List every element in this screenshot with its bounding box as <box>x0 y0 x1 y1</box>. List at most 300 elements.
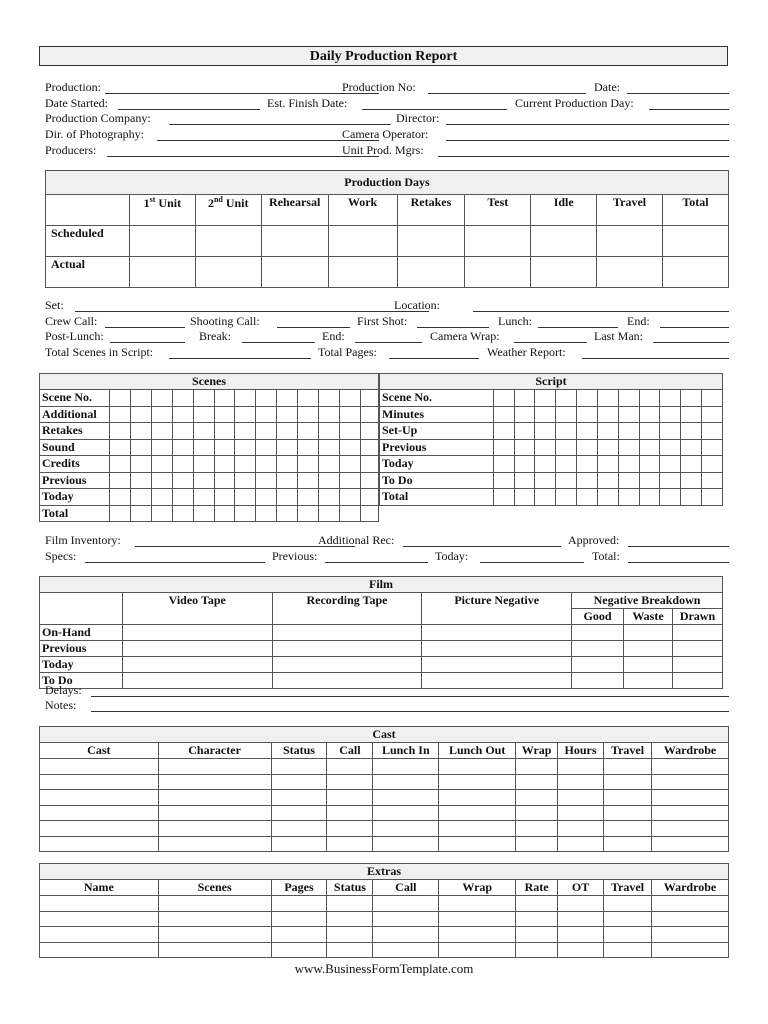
extras-cell[interactable] <box>604 911 652 927</box>
script-cell[interactable] <box>556 456 577 473</box>
production-field[interactable] <box>105 93 379 94</box>
cast-cell[interactable] <box>40 759 159 775</box>
cast-cell[interactable] <box>652 759 729 775</box>
extras-cell[interactable] <box>516 942 558 958</box>
script-cell[interactable] <box>493 439 514 456</box>
cast-cell[interactable] <box>439 790 516 806</box>
extras-cell[interactable] <box>604 927 652 943</box>
unit-prod-mgrs-field[interactable] <box>438 156 729 157</box>
script-cell[interactable] <box>597 472 618 489</box>
cast-cell[interactable] <box>439 774 516 790</box>
scenes-cell[interactable] <box>361 406 379 423</box>
scenes-cell[interactable] <box>214 505 235 522</box>
extras-cell[interactable] <box>158 911 271 927</box>
scenes-cell[interactable] <box>298 439 319 456</box>
script-cell[interactable] <box>514 423 535 440</box>
cast-cell[interactable] <box>558 805 604 821</box>
scenes-cell[interactable] <box>151 472 172 489</box>
extras-cell[interactable] <box>327 896 373 912</box>
scenes-cell[interactable] <box>319 472 340 489</box>
scenes-cell[interactable] <box>277 406 298 423</box>
script-cell[interactable] <box>577 390 598 407</box>
script-cell[interactable] <box>681 390 702 407</box>
scenes-cell[interactable] <box>235 390 256 407</box>
cast-cell[interactable] <box>158 805 271 821</box>
scenes-cell[interactable] <box>340 390 361 407</box>
cast-cell[interactable] <box>158 774 271 790</box>
script-cell[interactable] <box>556 472 577 489</box>
today-field[interactable] <box>480 562 584 563</box>
script-cell[interactable] <box>535 472 556 489</box>
scenes-cell[interactable] <box>235 505 256 522</box>
extras-cell[interactable] <box>651 942 728 958</box>
cast-cell[interactable] <box>516 790 558 806</box>
scenes-cell[interactable] <box>214 456 235 473</box>
extras-cell[interactable] <box>40 911 159 927</box>
set-field[interactable] <box>75 311 429 312</box>
extras-cell[interactable] <box>271 927 327 943</box>
scenes-cell[interactable] <box>235 439 256 456</box>
cast-cell[interactable] <box>40 790 159 806</box>
scenes-cell[interactable] <box>256 489 277 506</box>
script-cell[interactable] <box>535 423 556 440</box>
script-cell[interactable] <box>577 423 598 440</box>
cast-cell[interactable] <box>373 821 439 837</box>
extras-cell[interactable] <box>327 927 373 943</box>
script-cell[interactable] <box>702 406 723 423</box>
scenes-cell[interactable] <box>193 406 214 423</box>
scenes-cell[interactable] <box>214 423 235 440</box>
scenes-cell[interactable] <box>319 390 340 407</box>
extras-cell[interactable] <box>373 942 439 958</box>
cast-cell[interactable] <box>40 805 159 821</box>
scenes-cell[interactable] <box>109 406 130 423</box>
cast-cell[interactable] <box>558 821 604 837</box>
scenes-cell[interactable] <box>235 489 256 506</box>
cast-cell[interactable] <box>558 774 604 790</box>
scenes-cell[interactable] <box>298 472 319 489</box>
script-cell[interactable] <box>681 472 702 489</box>
script-cell[interactable] <box>618 406 639 423</box>
extras-cell[interactable] <box>158 942 271 958</box>
scenes-cell[interactable] <box>256 423 277 440</box>
cast-cell[interactable] <box>604 774 652 790</box>
scenes-cell[interactable] <box>130 472 151 489</box>
scenes-cell[interactable] <box>172 505 193 522</box>
script-cell[interactable] <box>597 390 618 407</box>
extras-cell[interactable] <box>373 927 439 943</box>
cast-cell[interactable] <box>604 790 652 806</box>
production-no-field[interactable] <box>428 93 586 94</box>
extras-cell[interactable] <box>327 942 373 958</box>
scenes-cell[interactable] <box>361 472 379 489</box>
scenes-cell[interactable] <box>130 505 151 522</box>
scenes-cell[interactable] <box>277 472 298 489</box>
scenes-cell[interactable] <box>319 456 340 473</box>
scenes-cell[interactable] <box>235 406 256 423</box>
script-cell[interactable] <box>702 423 723 440</box>
script-cell[interactable] <box>639 423 660 440</box>
script-cell[interactable] <box>577 439 598 456</box>
script-cell[interactable] <box>577 456 598 473</box>
cast-cell[interactable] <box>327 759 373 775</box>
scenes-cell[interactable] <box>130 456 151 473</box>
cast-cell[interactable] <box>327 790 373 806</box>
scenes-cell[interactable] <box>361 489 379 506</box>
scenes-cell[interactable] <box>298 423 319 440</box>
script-cell[interactable] <box>660 390 681 407</box>
scenes-cell[interactable] <box>340 439 361 456</box>
cast-cell[interactable] <box>516 759 558 775</box>
est-finish-date-field[interactable] <box>362 109 507 110</box>
end-field[interactable] <box>660 327 729 328</box>
script-cell[interactable] <box>681 489 702 506</box>
date-started-field[interactable] <box>118 109 260 110</box>
scenes-cell[interactable] <box>214 489 235 506</box>
script-cell[interactable] <box>514 390 535 407</box>
extras-cell[interactable] <box>558 911 604 927</box>
scenes-cell[interactable] <box>256 505 277 522</box>
cast-cell[interactable] <box>373 759 439 775</box>
cast-cell[interactable] <box>158 759 271 775</box>
last-man-field[interactable] <box>653 342 729 343</box>
extras-cell[interactable] <box>327 911 373 927</box>
extras-cell[interactable] <box>516 911 558 927</box>
script-cell[interactable] <box>618 390 639 407</box>
script-cell[interactable] <box>702 390 723 407</box>
scenes-cell[interactable] <box>298 406 319 423</box>
script-cell[interactable] <box>514 489 535 506</box>
cast-cell[interactable] <box>439 805 516 821</box>
cast-cell[interactable] <box>327 836 373 852</box>
script-cell[interactable] <box>577 406 598 423</box>
break-field[interactable] <box>242 342 315 343</box>
extras-cell[interactable] <box>373 896 439 912</box>
cast-cell[interactable] <box>271 836 327 852</box>
script-cell[interactable] <box>639 456 660 473</box>
cast-cell[interactable] <box>271 821 327 837</box>
scenes-cell[interactable] <box>319 489 340 506</box>
total-scenes-field[interactable] <box>169 358 311 359</box>
scenes-cell[interactable] <box>130 406 151 423</box>
scenes-cell[interactable] <box>235 472 256 489</box>
scenes-cell[interactable] <box>109 390 130 407</box>
scenes-cell[interactable] <box>193 390 214 407</box>
cast-cell[interactable] <box>604 821 652 837</box>
cast-cell[interactable] <box>439 759 516 775</box>
scenes-cell[interactable] <box>340 423 361 440</box>
cast-cell[interactable] <box>40 821 159 837</box>
cast-cell[interactable] <box>327 821 373 837</box>
camera-wrap-field[interactable] <box>514 342 587 343</box>
cast-cell[interactable] <box>516 805 558 821</box>
script-cell[interactable] <box>493 406 514 423</box>
extras-cell[interactable] <box>40 942 159 958</box>
script-cell[interactable] <box>493 456 514 473</box>
scenes-cell[interactable] <box>361 423 379 440</box>
extras-cell[interactable] <box>651 896 728 912</box>
scenes-cell[interactable] <box>277 505 298 522</box>
cast-cell[interactable] <box>439 821 516 837</box>
script-cell[interactable] <box>618 489 639 506</box>
scenes-cell[interactable] <box>193 423 214 440</box>
extras-cell[interactable] <box>651 911 728 927</box>
break-end-field[interactable] <box>355 342 422 343</box>
notes-field[interactable] <box>91 711 729 712</box>
scenes-cell[interactable] <box>256 456 277 473</box>
cast-cell[interactable] <box>558 790 604 806</box>
scenes-cell[interactable] <box>193 489 214 506</box>
script-cell[interactable] <box>639 406 660 423</box>
script-cell[interactable] <box>618 472 639 489</box>
camera-operator-field[interactable] <box>446 140 729 141</box>
scenes-cell[interactable] <box>172 390 193 407</box>
extras-cell[interactable] <box>439 927 516 943</box>
script-cell[interactable] <box>681 456 702 473</box>
cast-cell[interactable] <box>604 759 652 775</box>
script-cell[interactable] <box>556 406 577 423</box>
scenes-cell[interactable] <box>277 390 298 407</box>
scenes-cell[interactable] <box>361 505 379 522</box>
scenes-cell[interactable] <box>340 505 361 522</box>
cast-cell[interactable] <box>271 774 327 790</box>
cast-cell[interactable] <box>604 836 652 852</box>
script-cell[interactable] <box>639 489 660 506</box>
total-field[interactable] <box>628 562 729 563</box>
scenes-cell[interactable] <box>130 423 151 440</box>
script-cell[interactable] <box>514 439 535 456</box>
cast-cell[interactable] <box>158 836 271 852</box>
script-cell[interactable] <box>660 456 681 473</box>
cast-cell[interactable] <box>516 836 558 852</box>
scenes-cell[interactable] <box>277 439 298 456</box>
previous-field[interactable] <box>325 562 428 563</box>
scenes-cell[interactable] <box>235 456 256 473</box>
scenes-cell[interactable] <box>151 423 172 440</box>
scenes-cell[interactable] <box>172 439 193 456</box>
cast-cell[interactable] <box>271 790 327 806</box>
cast-cell[interactable] <box>652 821 729 837</box>
scenes-cell[interactable] <box>193 439 214 456</box>
script-cell[interactable] <box>597 439 618 456</box>
extras-cell[interactable] <box>373 911 439 927</box>
extras-cell[interactable] <box>439 896 516 912</box>
lunch-field[interactable] <box>538 327 618 328</box>
delays-field[interactable] <box>91 696 729 697</box>
extras-cell[interactable] <box>558 927 604 943</box>
scenes-cell[interactable] <box>172 423 193 440</box>
extras-cell[interactable] <box>271 942 327 958</box>
script-cell[interactable] <box>535 406 556 423</box>
scenes-cell[interactable] <box>277 423 298 440</box>
scenes-cell[interactable] <box>340 472 361 489</box>
scenes-cell[interactable] <box>193 505 214 522</box>
script-cell[interactable] <box>556 423 577 440</box>
scenes-cell[interactable] <box>235 423 256 440</box>
specs-field[interactable] <box>85 562 265 563</box>
cast-cell[interactable] <box>373 836 439 852</box>
scenes-cell[interactable] <box>172 472 193 489</box>
scenes-cell[interactable] <box>319 505 340 522</box>
scenes-cell[interactable] <box>109 456 130 473</box>
current-production-day-field[interactable] <box>649 109 729 110</box>
first-shot-field[interactable] <box>417 327 489 328</box>
extras-cell[interactable] <box>604 896 652 912</box>
script-cell[interactable] <box>660 439 681 456</box>
script-cell[interactable] <box>493 423 514 440</box>
cast-cell[interactable] <box>271 759 327 775</box>
scenes-cell[interactable] <box>277 489 298 506</box>
script-cell[interactable] <box>577 489 598 506</box>
script-cell[interactable] <box>493 472 514 489</box>
extras-cell[interactable] <box>158 896 271 912</box>
scenes-cell[interactable] <box>340 489 361 506</box>
scenes-cell[interactable] <box>172 456 193 473</box>
script-cell[interactable] <box>514 406 535 423</box>
extras-cell[interactable] <box>40 896 159 912</box>
scenes-cell[interactable] <box>298 489 319 506</box>
script-cell[interactable] <box>577 472 598 489</box>
script-cell[interactable] <box>556 489 577 506</box>
cast-cell[interactable] <box>40 836 159 852</box>
script-cell[interactable] <box>597 406 618 423</box>
additional-rec-field[interactable] <box>403 546 561 547</box>
scenes-cell[interactable] <box>361 439 379 456</box>
script-cell[interactable] <box>660 472 681 489</box>
scenes-cell[interactable] <box>361 456 379 473</box>
production-company-field[interactable] <box>169 124 391 125</box>
extras-cell[interactable] <box>516 896 558 912</box>
cast-cell[interactable] <box>558 759 604 775</box>
scenes-cell[interactable] <box>172 406 193 423</box>
extras-cell[interactable] <box>439 911 516 927</box>
cast-cell[interactable] <box>327 805 373 821</box>
cast-cell[interactable] <box>439 836 516 852</box>
cast-cell[interactable] <box>652 836 729 852</box>
extras-cell[interactable] <box>271 896 327 912</box>
script-cell[interactable] <box>702 456 723 473</box>
scenes-cell[interactable] <box>340 406 361 423</box>
scenes-cell[interactable] <box>340 456 361 473</box>
producers-field[interactable] <box>107 156 379 157</box>
cast-cell[interactable] <box>373 790 439 806</box>
shooting-call-field[interactable] <box>277 327 350 328</box>
scenes-cell[interactable] <box>319 439 340 456</box>
extras-cell[interactable] <box>271 911 327 927</box>
extras-cell[interactable] <box>439 942 516 958</box>
extras-cell[interactable] <box>40 927 159 943</box>
cast-cell[interactable] <box>40 774 159 790</box>
scenes-cell[interactable] <box>298 390 319 407</box>
scenes-cell[interactable] <box>151 439 172 456</box>
cast-cell[interactable] <box>327 774 373 790</box>
script-cell[interactable] <box>681 423 702 440</box>
script-cell[interactable] <box>514 472 535 489</box>
script-cell[interactable] <box>702 489 723 506</box>
script-cell[interactable] <box>618 456 639 473</box>
extras-cell[interactable] <box>516 927 558 943</box>
script-cell[interactable] <box>535 390 556 407</box>
extras-cell[interactable] <box>604 942 652 958</box>
script-cell[interactable] <box>618 439 639 456</box>
scenes-cell[interactable] <box>214 406 235 423</box>
cast-cell[interactable] <box>652 790 729 806</box>
total-pages-field[interactable] <box>389 358 479 359</box>
scenes-cell[interactable] <box>151 456 172 473</box>
scenes-cell[interactable] <box>151 406 172 423</box>
scenes-cell[interactable] <box>214 472 235 489</box>
scenes-cell[interactable] <box>109 472 130 489</box>
script-cell[interactable] <box>660 406 681 423</box>
scenes-cell[interactable] <box>109 439 130 456</box>
script-cell[interactable] <box>514 456 535 473</box>
script-cell[interactable] <box>556 390 577 407</box>
script-cell[interactable] <box>639 439 660 456</box>
cast-cell[interactable] <box>516 774 558 790</box>
scenes-cell[interactable] <box>130 439 151 456</box>
script-cell[interactable] <box>597 456 618 473</box>
scenes-cell[interactable] <box>151 489 172 506</box>
scenes-cell[interactable] <box>130 489 151 506</box>
cast-cell[interactable] <box>516 821 558 837</box>
crew-call-field[interactable] <box>105 327 185 328</box>
scenes-cell[interactable] <box>256 390 277 407</box>
script-cell[interactable] <box>702 472 723 489</box>
script-cell[interactable] <box>597 423 618 440</box>
scenes-cell[interactable] <box>109 423 130 440</box>
script-cell[interactable] <box>535 439 556 456</box>
cast-cell[interactable] <box>558 836 604 852</box>
scenes-cell[interactable] <box>130 390 151 407</box>
scenes-cell[interactable] <box>319 406 340 423</box>
scenes-cell[interactable] <box>256 406 277 423</box>
cast-cell[interactable] <box>271 805 327 821</box>
director-field[interactable] <box>446 124 729 125</box>
scenes-cell[interactable] <box>214 439 235 456</box>
scenes-cell[interactable] <box>298 505 319 522</box>
cast-cell[interactable] <box>158 790 271 806</box>
script-cell[interactable] <box>660 489 681 506</box>
cast-cell[interactable] <box>652 774 729 790</box>
script-cell[interactable] <box>535 456 556 473</box>
script-cell[interactable] <box>493 489 514 506</box>
script-cell[interactable] <box>681 406 702 423</box>
script-cell[interactable] <box>597 489 618 506</box>
scenes-cell[interactable] <box>109 489 130 506</box>
script-cell[interactable] <box>639 390 660 407</box>
scenes-cell[interactable] <box>151 390 172 407</box>
script-cell[interactable] <box>556 439 577 456</box>
approved-field[interactable] <box>628 546 729 547</box>
scenes-cell[interactable] <box>172 489 193 506</box>
script-cell[interactable] <box>702 439 723 456</box>
weather-report-field[interactable] <box>582 358 729 359</box>
location-field[interactable] <box>473 311 729 312</box>
scenes-cell[interactable] <box>193 472 214 489</box>
scenes-cell[interactable] <box>277 456 298 473</box>
script-cell[interactable] <box>535 489 556 506</box>
script-cell[interactable] <box>660 423 681 440</box>
scenes-cell[interactable] <box>193 456 214 473</box>
extras-cell[interactable] <box>558 896 604 912</box>
scenes-cell[interactable] <box>214 390 235 407</box>
scenes-cell[interactable] <box>298 456 319 473</box>
extras-cell[interactable] <box>558 942 604 958</box>
cast-cell[interactable] <box>373 774 439 790</box>
cast-cell[interactable] <box>604 805 652 821</box>
post-lunch-field[interactable] <box>110 342 185 343</box>
cast-cell[interactable] <box>652 805 729 821</box>
